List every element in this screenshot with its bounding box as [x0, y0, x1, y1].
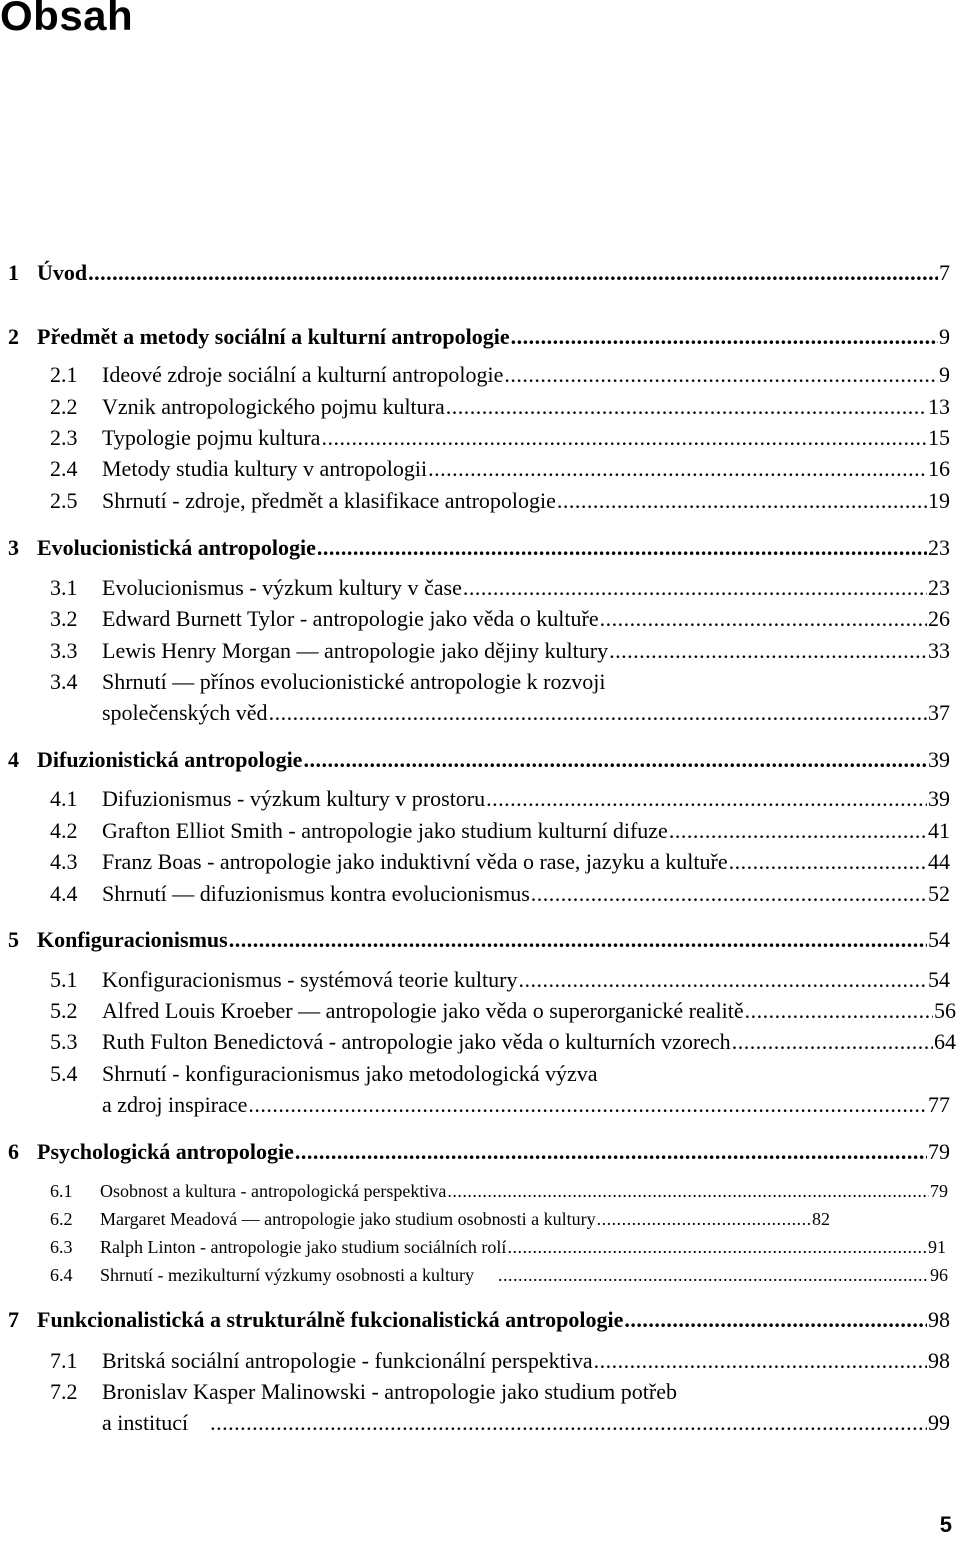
- toc-page: 52: [928, 881, 950, 906]
- toc-title: Ruth Fulton Benedictová - antropologie jako věda o kulturních vzorech: [102, 1029, 731, 1054]
- toc-title: Vznik antropologického pojmu kultura: [102, 394, 445, 419]
- toc-section-7-2-title[interactable]: Bronislav Kasper Malinowski - antropologie jako studium potřeb: [102, 1379, 677, 1404]
- toc-section-3-1[interactable]: [50, 577, 950, 599]
- toc-section-2-4[interactable]: [50, 458, 950, 480]
- toc-section-3-4-title[interactable]: Shrnutí — přínos evolucionistické antropologie k rozvoji: [102, 669, 606, 694]
- toc-title: Metody studia kultury v antropologii: [102, 456, 428, 481]
- toc-title: Ideové zdroje sociální a kulturní antropologie: [102, 362, 504, 387]
- dot-leader: [557, 490, 927, 512]
- toc-section-5-4-title[interactable]: Shrnutí - konfiguracionismus jako metodologická výzva: [102, 1061, 598, 1086]
- toc-section-4-1[interactable]: [50, 788, 950, 810]
- toc-number: 5.1: [50, 967, 78, 992]
- toc-page: 39: [928, 747, 950, 772]
- toc-title: Osobnost a kultura - antropologická perspektiva: [100, 1181, 447, 1201]
- toc-section-4-3[interactable]: [50, 851, 950, 873]
- dot-leader: [463, 577, 927, 599]
- toc-page: 9: [939, 324, 950, 349]
- dot-leader: [669, 820, 927, 842]
- toc-section-3-3[interactable]: [50, 640, 950, 662]
- dot-leader: [486, 788, 927, 810]
- toc-page: 79: [928, 1139, 950, 1164]
- dot-leader: [210, 1412, 927, 1434]
- toc-page: 64: [934, 1029, 956, 1054]
- page-title: Obsah: [0, 0, 134, 39]
- toc-page: 23: [928, 535, 950, 560]
- dot-leader: [597, 1210, 811, 1228]
- toc-page: 99: [928, 1410, 950, 1435]
- toc-title: Shrnutí - zdroje, předmět a klasifikace antropologie: [102, 488, 556, 513]
- toc-number: 7.2: [50, 1379, 78, 1404]
- toc-number: 7: [8, 1307, 19, 1332]
- toc-title: Franz Boas - antropologie jako induktivní věda o rase, jazyku a kultuře: [102, 849, 728, 874]
- toc-number: 2: [8, 324, 19, 349]
- toc-section-7-1[interactable]: [50, 1350, 950, 1372]
- toc-title: Shrnutí - mezikulturní výzkumy osobnosti a kultury: [100, 1265, 474, 1285]
- toc-page: 79: [930, 1181, 948, 1201]
- toc-title: Evolucionistická antropologie: [37, 535, 316, 560]
- toc-page: 82: [812, 1209, 830, 1229]
- dot-leader: [729, 851, 927, 873]
- toc-page: 15: [928, 425, 950, 450]
- toc-page: 54: [928, 927, 950, 952]
- toc-number: 6.2: [50, 1209, 73, 1229]
- toc-chapter-1[interactable]: [8, 262, 950, 284]
- toc-number: 1: [8, 260, 19, 285]
- toc-title: Edward Burnett Tylor - antropologie jako věda o kultuře: [102, 606, 599, 631]
- dot-leader: [447, 1182, 929, 1200]
- toc-section-7-2[interactable]: [102, 1412, 950, 1434]
- dot-leader: [531, 883, 927, 905]
- toc-title: Předmět a metody sociální a kulturní antropologie: [37, 324, 510, 349]
- toc-section-3-2[interactable]: [50, 608, 950, 630]
- toc-section-6-1[interactable]: [50, 1182, 948, 1200]
- dot-leader: [303, 749, 927, 771]
- toc-page: 56: [934, 998, 956, 1023]
- toc-title: Evolucionismus - výzkum kultury v čase: [102, 575, 462, 600]
- footer-page-number: 5: [939, 1512, 952, 1537]
- dot-leader: [745, 1000, 933, 1022]
- toc-number: 6: [8, 1139, 19, 1164]
- dot-leader: [518, 969, 927, 991]
- toc-page: 9: [939, 362, 950, 387]
- toc-number: 3.1: [50, 575, 78, 600]
- toc-title: Difuzionistická antropologie: [37, 747, 303, 772]
- toc-page: 33: [928, 638, 950, 663]
- toc-number: 2.5: [50, 488, 78, 513]
- toc-page: 96: [930, 1265, 948, 1285]
- toc-chapter-2[interactable]: [8, 326, 950, 348]
- toc-title-continued: společenských věd: [102, 700, 268, 725]
- toc-section-6-3[interactable]: [50, 1238, 946, 1256]
- toc-title: Grafton Elliot Smith - antropologie jako studium kulturní difuze: [102, 818, 668, 843]
- dot-leader: [446, 396, 927, 418]
- toc-section-3-4[interactable]: [102, 702, 950, 724]
- toc-page: 44: [928, 849, 950, 874]
- toc-title: Úvod: [37, 260, 88, 285]
- toc-title: Psychologická antropologie: [37, 1139, 294, 1164]
- toc-number: 5.2: [50, 998, 78, 1023]
- toc-number: 5.4: [50, 1061, 78, 1086]
- toc-number: 6.4: [50, 1265, 73, 1285]
- toc-section-6-2[interactable]: [50, 1210, 830, 1228]
- toc-chapter-6[interactable]: [8, 1141, 950, 1163]
- toc-section-5-4[interactable]: [102, 1094, 950, 1116]
- toc-number: 2.2: [50, 394, 78, 419]
- toc-title: Shrnutí — difuzionismus kontra evolucionismus: [102, 881, 530, 906]
- toc-title: Konfiguracionismus - systémová teorie kultury: [102, 967, 518, 992]
- toc-number: 5.3: [50, 1029, 78, 1054]
- toc-page: 98: [928, 1348, 950, 1373]
- toc-page: 39: [928, 786, 950, 811]
- toc-section-5-2[interactable]: [50, 1000, 956, 1022]
- toc-title: Alfred Louis Kroeber — antropologie jako věda o superorganické realitě: [102, 998, 744, 1023]
- toc-page: 13: [928, 394, 950, 419]
- dot-leader: [428, 458, 927, 480]
- toc-title: Lewis Henry Morgan — antropologie jako dějiny kultury: [102, 638, 609, 663]
- toc-section-2-3[interactable]: [50, 427, 950, 449]
- toc-page: 98: [928, 1307, 950, 1332]
- toc-number: 5: [8, 927, 19, 952]
- dot-leader: [594, 1350, 927, 1372]
- toc-title-continued: a institucí: [102, 1410, 189, 1435]
- toc-title: Margaret Meadová — antropologie jako studium osobnosti a kultury: [100, 1209, 596, 1229]
- toc-chapter-7[interactable]: [8, 1309, 950, 1331]
- toc-number: 4.1: [50, 786, 78, 811]
- dot-leader: [504, 364, 938, 386]
- dot-leader: [229, 929, 927, 951]
- toc-number: 2.4: [50, 456, 78, 481]
- dot-leader: [507, 1238, 927, 1256]
- toc-title: Konfiguracionismus: [37, 927, 228, 952]
- toc-section-2-1[interactable]: [50, 364, 950, 386]
- toc-page: 16: [928, 456, 950, 481]
- toc-number: 7.1: [50, 1348, 78, 1373]
- toc-title: Funkcionalistická a strukturálně fukcionalistická antropologie: [37, 1307, 624, 1332]
- toc-title: Difuzionismus - výzkum kultury v prostoru: [102, 786, 486, 811]
- toc-number: 4.2: [50, 818, 78, 843]
- toc-number: 3: [8, 535, 19, 560]
- toc-title: Britská sociální antropologie - funkcionální perspektiva: [102, 1348, 593, 1373]
- toc-number: 3.4: [50, 669, 78, 694]
- toc-section-2-5[interactable]: [50, 490, 950, 512]
- toc-number: 3.2: [50, 606, 78, 631]
- toc-title: Typologie pojmu kultura: [102, 425, 321, 450]
- dot-leader: [295, 1141, 927, 1163]
- toc-section-5-3[interactable]: [50, 1031, 956, 1053]
- toc-section-4-2[interactable]: [50, 820, 950, 842]
- toc-page: 77: [928, 1092, 950, 1117]
- toc-page: 23: [928, 575, 950, 600]
- toc-number: 6.1: [50, 1181, 73, 1201]
- toc-section-4-4[interactable]: [50, 883, 950, 905]
- toc-number: 4: [8, 747, 19, 772]
- dot-leader: [317, 537, 927, 559]
- toc-title: Ralph Linton - antropologie jako studium sociálních rolí: [100, 1237, 507, 1257]
- toc-number: 2.1: [50, 362, 78, 387]
- dot-leader: [732, 1031, 933, 1053]
- toc-title-continued: a zdroj inspirace: [102, 1092, 248, 1117]
- dot-leader: [609, 640, 927, 662]
- dot-leader: [321, 427, 927, 449]
- toc-chapter-3[interactable]: [8, 537, 950, 559]
- toc-page: 91: [928, 1237, 946, 1257]
- toc-section-5-1[interactable]: [50, 969, 950, 991]
- dot-leader: [624, 1309, 927, 1331]
- toc-page: 26: [928, 606, 950, 631]
- toc-page: 54: [928, 967, 950, 992]
- toc-section-2-2[interactable]: [50, 396, 950, 418]
- toc-chapter-4[interactable]: [8, 749, 950, 771]
- dot-leader: [511, 326, 938, 348]
- toc-number: 6.3: [50, 1237, 73, 1257]
- toc-page: 7: [939, 260, 950, 285]
- toc-page: 19: [928, 488, 950, 513]
- dot-leader: [600, 608, 927, 630]
- dot-leader: [88, 262, 938, 284]
- toc-section-6-4[interactable]: [50, 1266, 948, 1284]
- dot-leader: [498, 1266, 929, 1284]
- toc-number: 4.4: [50, 881, 78, 906]
- dot-leader: [248, 1094, 927, 1116]
- toc-page: 37: [928, 700, 950, 725]
- toc-number: 2.3: [50, 425, 78, 450]
- toc-number: 4.3: [50, 849, 78, 874]
- toc-chapter-5[interactable]: [8, 929, 950, 951]
- toc-page: 41: [928, 818, 950, 843]
- toc-number: 3.3: [50, 638, 78, 663]
- dot-leader: [269, 702, 927, 724]
